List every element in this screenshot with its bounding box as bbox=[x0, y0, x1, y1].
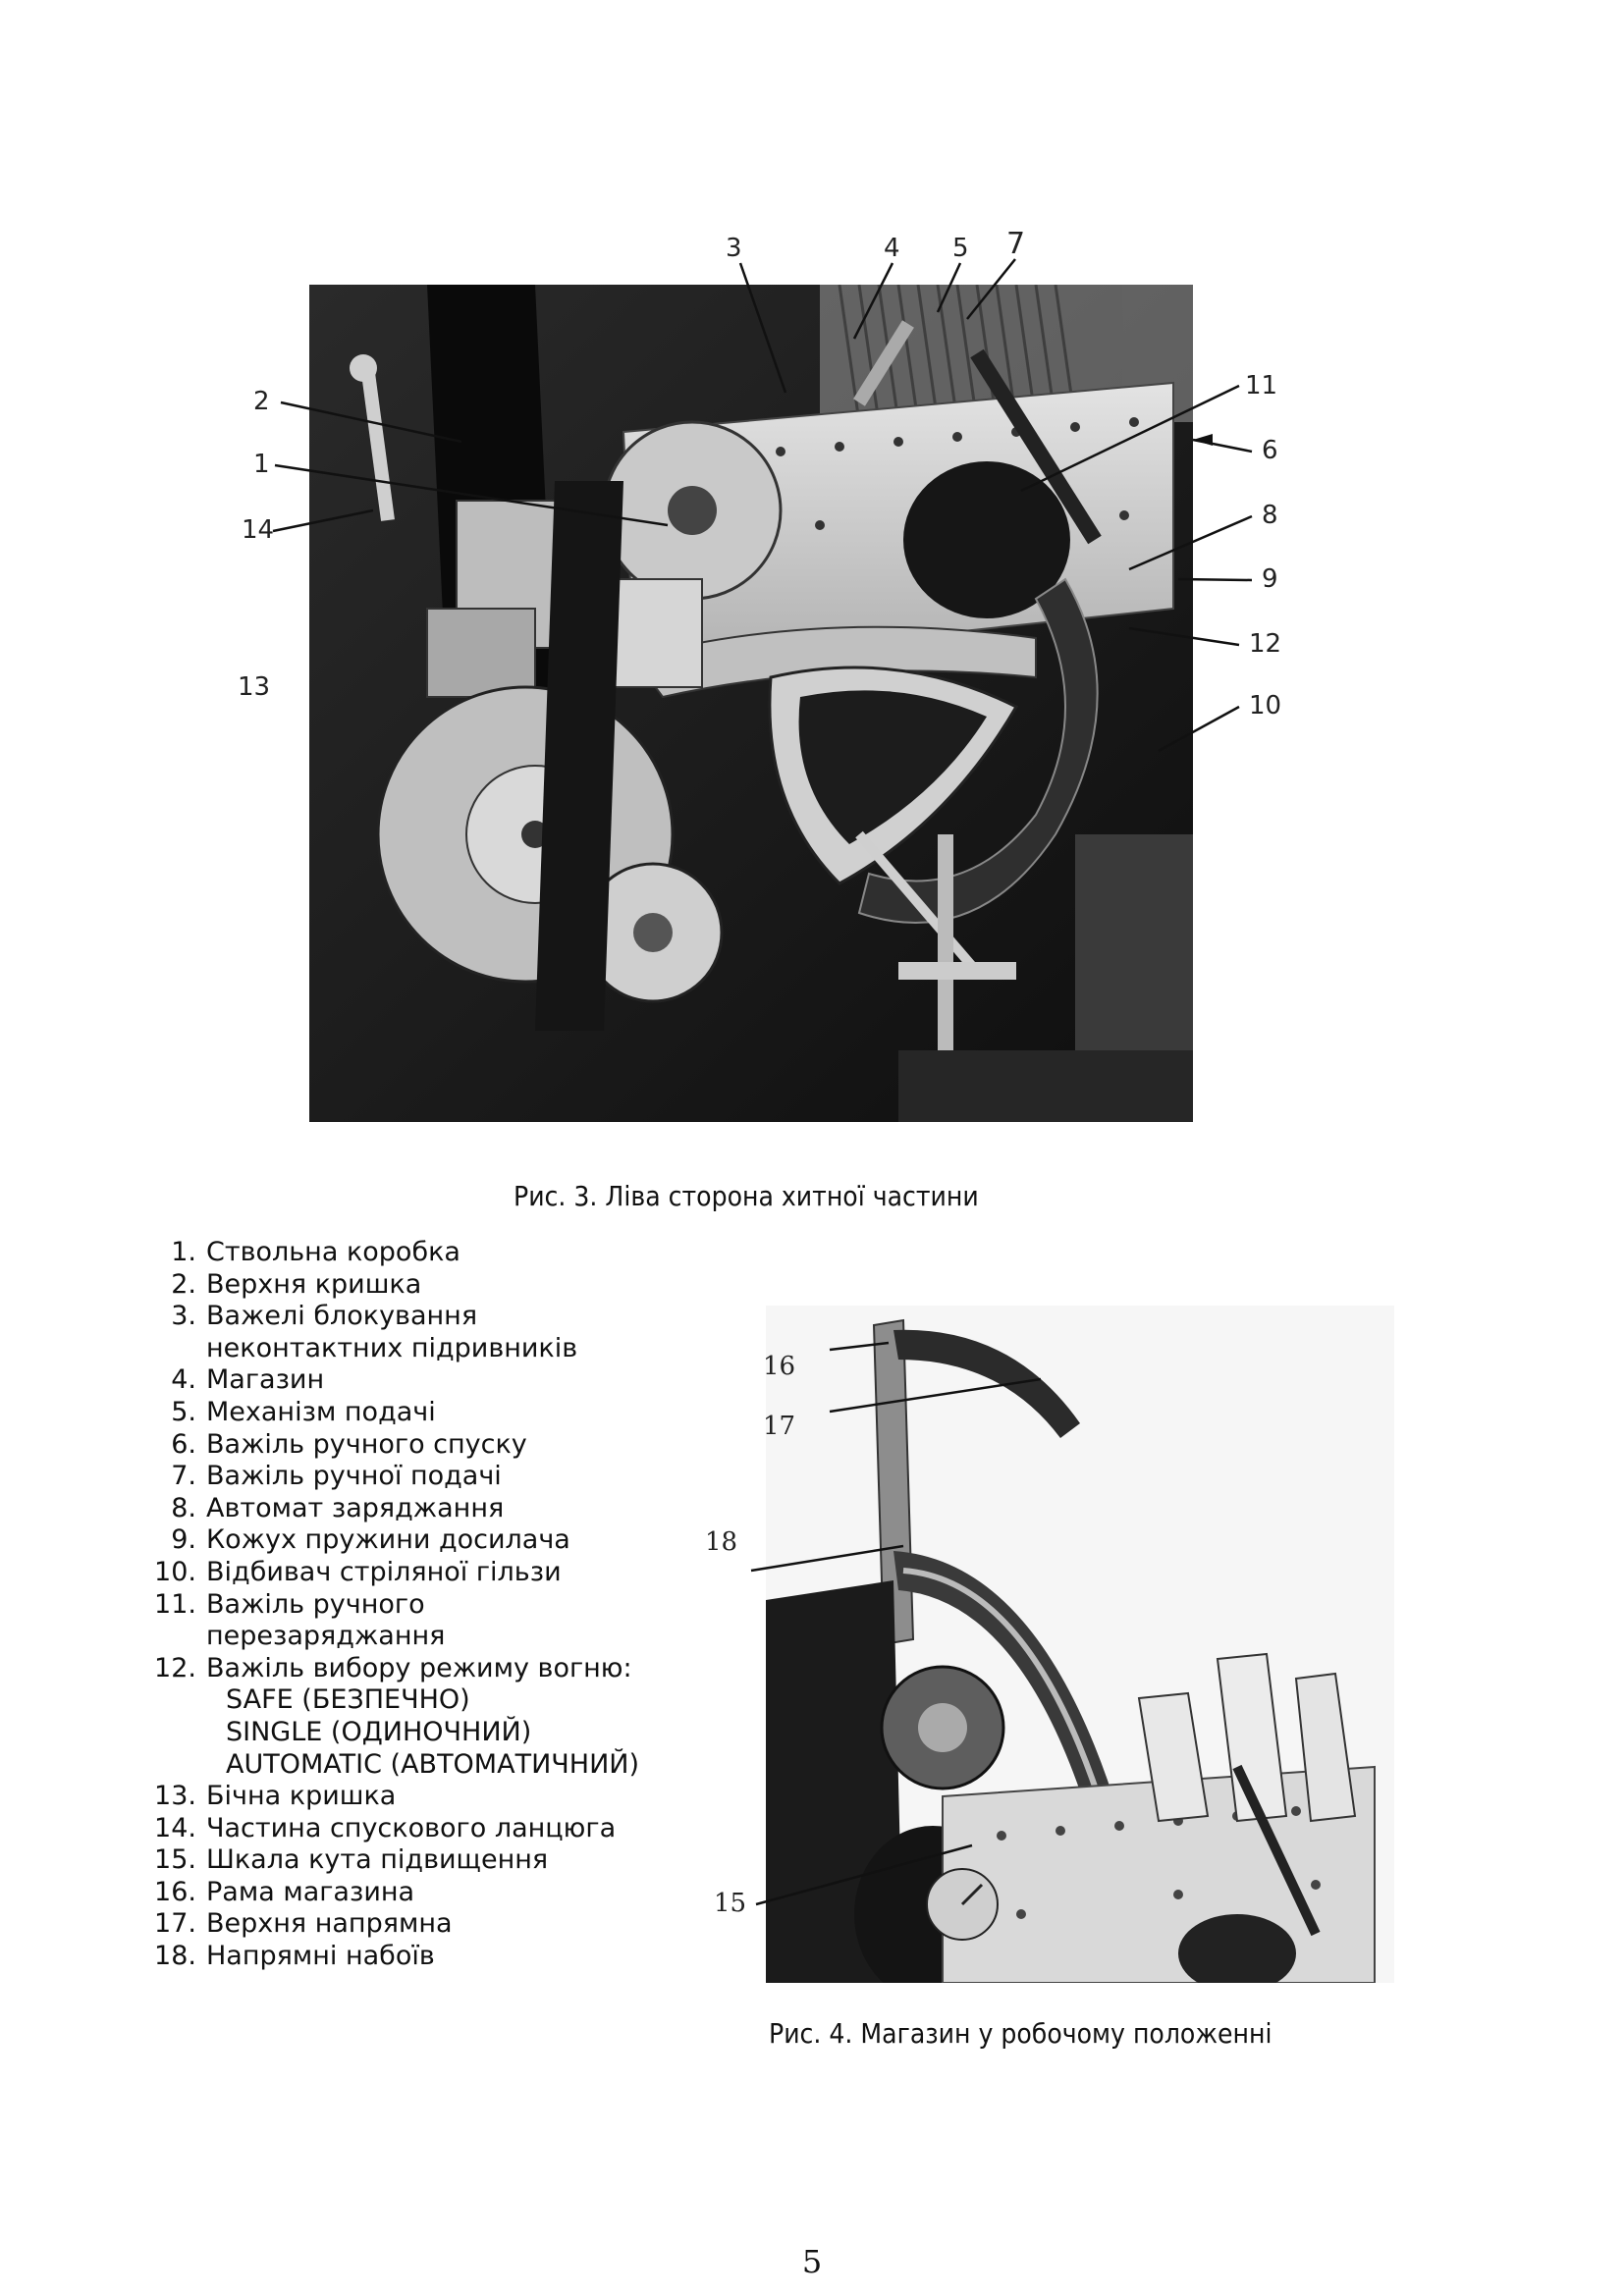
fig3-callout-11: 11 bbox=[1245, 371, 1278, 400]
fig3-callout-6: 6 bbox=[1262, 436, 1278, 465]
fig3-callout-8: 8 bbox=[1262, 501, 1278, 530]
fig3-callout-1: 1 bbox=[253, 450, 270, 479]
list-item: 18. Напрямні набоїв bbox=[154, 1941, 435, 1972]
list-item: 12. Важіль вибору режиму вогню: SAFE (БЕЗПЕЧНО) SINGLE (ОДИНОЧНИЙ) AUTOMATIC (АВТОМАТИЧНИЙ) bbox=[137, 1653, 687, 1781]
fig3-callout-3: 3 bbox=[726, 234, 742, 263]
fig4-callout-15: 15 bbox=[714, 1889, 747, 1918]
fig4-leader-lines bbox=[0, 1276, 1624, 1983]
list-item: 16. Рама магазина bbox=[154, 1876, 415, 1907]
list-item: 15. Шкала кута підвищення bbox=[154, 1844, 549, 1876]
fig4-callout-16: 16 bbox=[763, 1352, 796, 1381]
fig3-callout-2: 2 bbox=[253, 387, 270, 416]
list-item: 17. Верхня напрямна bbox=[154, 1908, 453, 1940]
fig3-callout-12: 12 bbox=[1249, 629, 1282, 659]
list-item: 6. Важіль ручного спуску bbox=[171, 1428, 527, 1460]
fig3-callout-14: 14 bbox=[242, 515, 275, 545]
fire-mode-automatic: AUTOMATIC (АВТОМАТИЧНИЙ) bbox=[226, 1748, 640, 1780]
list-item: 14. Частина спускового ланцюга bbox=[154, 1812, 617, 1843]
fig3-callout-4: 4 bbox=[884, 234, 900, 263]
fig3-callout-9: 9 bbox=[1262, 564, 1278, 594]
list-item: 10. Відбивач стріляної гільзи bbox=[154, 1556, 562, 1587]
list-item: 1. Ствольна коробка bbox=[171, 1237, 460, 1267]
fig4-callout-18: 18 bbox=[705, 1527, 738, 1557]
list-item: 13. Бічна кришка bbox=[154, 1781, 397, 1812]
list-item: 9. Кожух пружини досилача bbox=[171, 1524, 570, 1556]
figure-3-caption: Рис. 3. Ліва сторона хитної частини bbox=[514, 1180, 979, 1212]
list-item: 4. Магазин bbox=[171, 1364, 325, 1396]
list-item: 3. Важелі блокування неконтактних підривників bbox=[171, 1301, 578, 1363]
fig3-leader-lines bbox=[0, 0, 1624, 1139]
fig3-callout-13: 13 bbox=[238, 672, 271, 702]
fig3-callout-7: 7 bbox=[1006, 227, 1026, 261]
fire-mode-safe: SAFE (БЕЗПЕЧНО) bbox=[226, 1684, 470, 1716]
page-number: 5 bbox=[801, 2243, 823, 2280]
fig3-callout-10: 10 bbox=[1249, 691, 1282, 721]
list-item: 11. Важіль ручного перезаряджання bbox=[154, 1588, 446, 1652]
fig3-callout-5: 5 bbox=[952, 234, 969, 263]
list-item: 7. Важіль ручної подачі bbox=[171, 1461, 502, 1492]
list-item: 2. Верхня кришка bbox=[171, 1268, 422, 1300]
fig4-callout-17: 17 bbox=[763, 1412, 796, 1441]
list-item: 5. Механізм подачі bbox=[171, 1396, 436, 1427]
figure-4-caption: Рис. 4. Магазин у робочому положенні bbox=[769, 2017, 1272, 2050]
fire-mode-single: SINGLE (ОДИНОЧНИЙ) bbox=[226, 1716, 532, 1747]
list-item: 8. Автомат заряджання bbox=[171, 1492, 505, 1523]
